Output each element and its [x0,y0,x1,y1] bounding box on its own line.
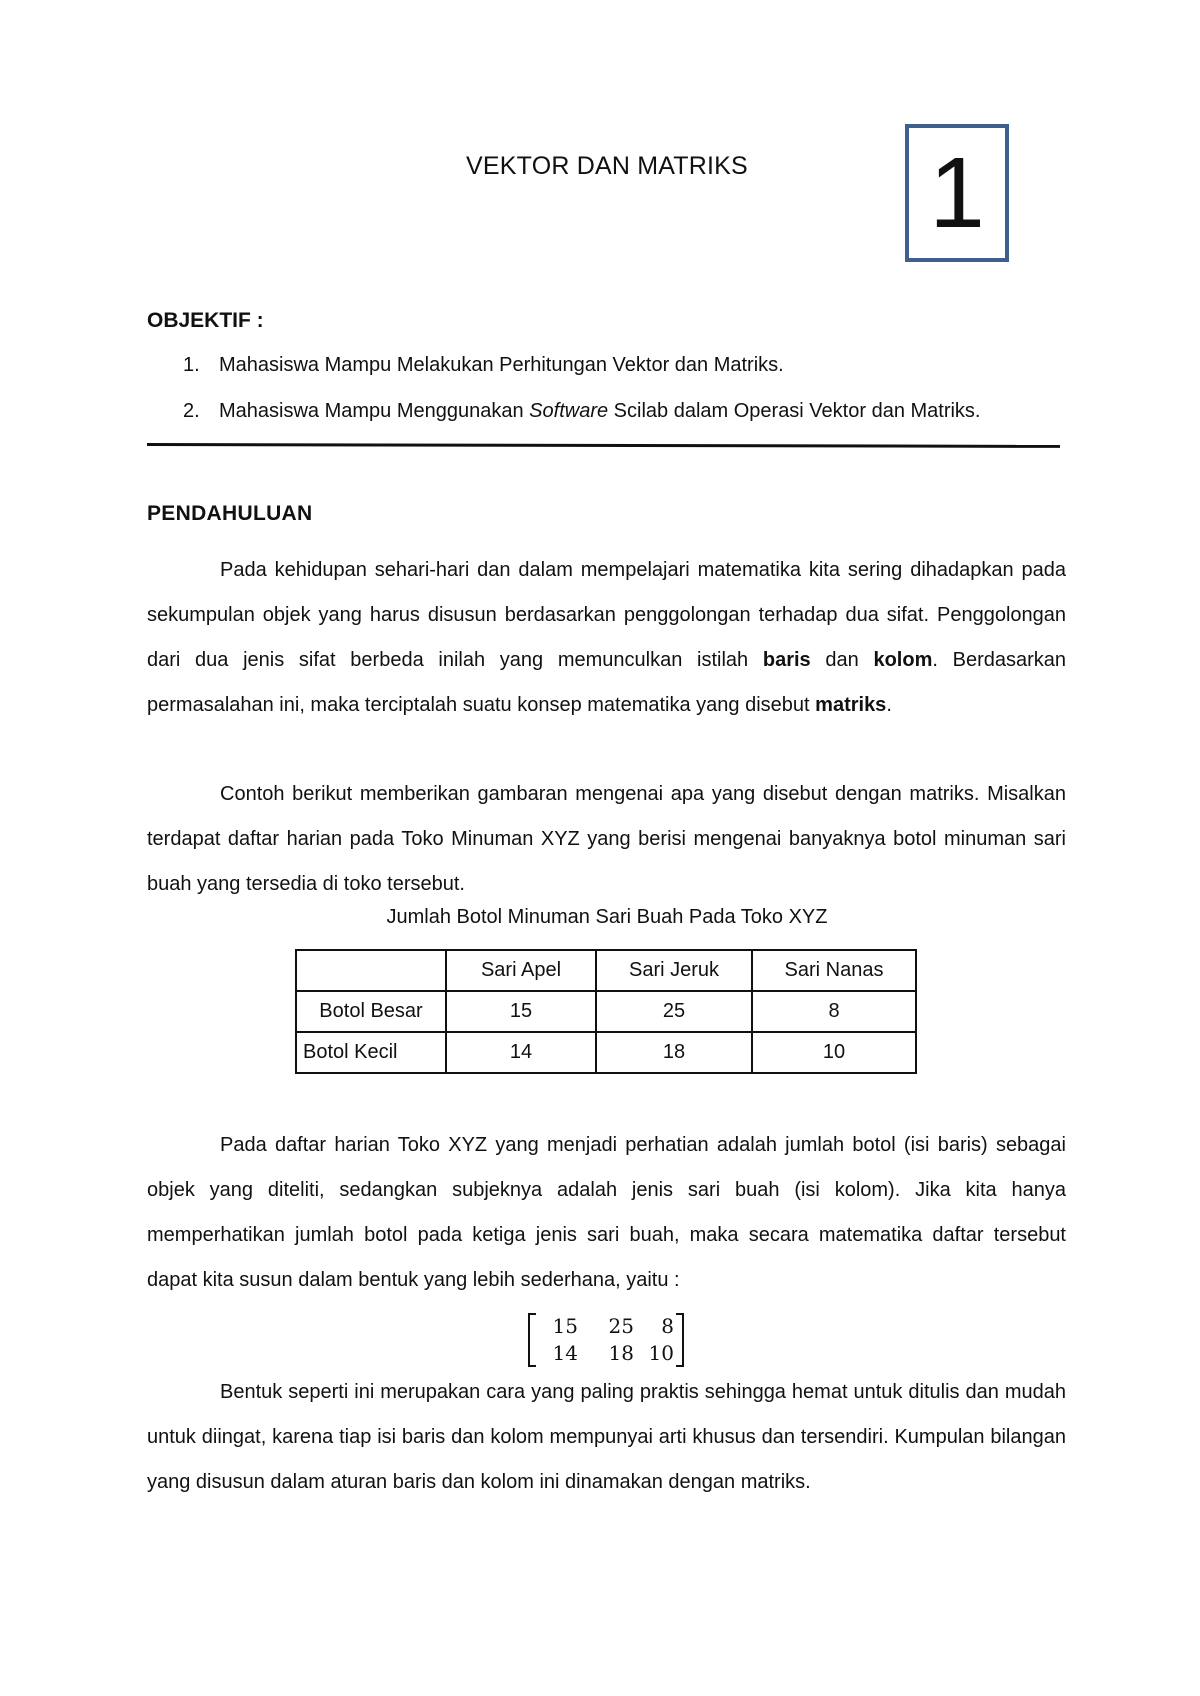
objective-number: 2. [183,400,200,422]
table-cell: 14 [446,1032,596,1073]
matrix-entry: 8 [661,1314,674,1338]
matrix-left-bracket [528,1313,536,1367]
matrix-right-bracket [676,1313,684,1367]
matrix-display [528,1313,684,1367]
section-heading-pendahuluan: PENDAHULUAN [147,502,313,525]
table-header-cell: Sari Jeruk [596,950,752,991]
objektif-heading: OBJEKTIF : [147,309,264,332]
table-caption: Jumlah Botol Minuman Sari Buah Pada Toko XYZ [386,906,828,928]
horizontal-divider [147,443,1060,448]
table-row [296,991,916,1032]
matrix-entries [536,1313,676,1367]
chapter-number-box: 1 [905,124,1009,262]
paragraph-example: Contoh berikut memberikan gambaran mengenai apa yang disebut dengan matriks. Misalkan terdapat daftar harian pada Toko Minuman XYZ yang berisi mengenai banyaknya botol minuman sari buah yang tersedia di toko tersebut. [147,783,1066,895]
paragraph-conclusion: Bentuk seperti ini merupakan cara yang paling praktis sehingga hemat untuk ditulis dan mudah untuk diingat, karena tiap isi baris dan kolom mempunyai arti khusus dan tersendiri. Kumpulan bilangan yang disusun dalam aturan baris dan kolom ini dinamakan dengan matriks. [147,1381,1066,1493]
table-cell: 15 [446,991,596,1032]
matrix-entry: 15 [552,1314,578,1338]
objective-number: 1. [183,354,200,376]
paragraph-explanation: Pada daftar harian Toko XYZ yang menjadi perhatian adalah jumlah botol (isi baris) sebagai objek yang diteliti, sedangkan subjeknya adalah jenis sari buah (isi kolom). Jika kita hanya memperhatikan jumlah botol pada ketiga jenis sari buah, maka secara matematika daftar tersebut dapat kita susun dalam bentuk yang lebih sederhana, yaitu : [147,1134,1066,1291]
matrix-entry: 18 [608,1341,634,1365]
table-row-label: Botol Besar [296,991,446,1032]
objective-text: Mahasiswa Mampu Melakukan Perhitungan Vektor dan Matriks. [219,354,784,376]
matrix-entry: 25 [608,1314,634,1338]
table-row [296,1032,916,1073]
table-cell: 18 [596,1032,752,1073]
objective-item [147,400,1067,446]
paragraph-intro: Pada kehidupan sehari-hari dan dalam mempelajari matematika kita sering dihadapkan pada sekumpulan objek yang harus disusun berdasarkan penggolongan terhadap dua sifat. Penggolongan dari dua jenis sifat berbeda inilah yang memunculkan istilah baris dan kolom. Berdasarkan permasalahan ini, maka terciptalah suatu konsep matematika yang disebut matriks. [147,559,1067,716]
table-row-label: Botol Kecil [296,1032,446,1073]
table-cell: 10 [752,1032,916,1073]
table-header-cell: Sari Apel [446,950,596,991]
matrix-entry: 14 [552,1341,578,1365]
table-cell: 25 [596,991,752,1032]
page-title: VEKTOR DAN MATRIKS [466,152,748,180]
objective-list [147,354,1067,446]
objective-item [147,354,1067,400]
table-header-cell: Sari Nanas [752,950,916,991]
table-header-cell [296,950,446,991]
matrix-entry: 10 [648,1341,674,1365]
objective-text: Mahasiswa Mampu Menggunakan Software Scilab dalam Operasi Vektor dan Matriks. [219,400,981,422]
table-cell: 8 [752,991,916,1032]
bottle-count-table [295,949,917,1074]
table-header-row [296,950,916,991]
